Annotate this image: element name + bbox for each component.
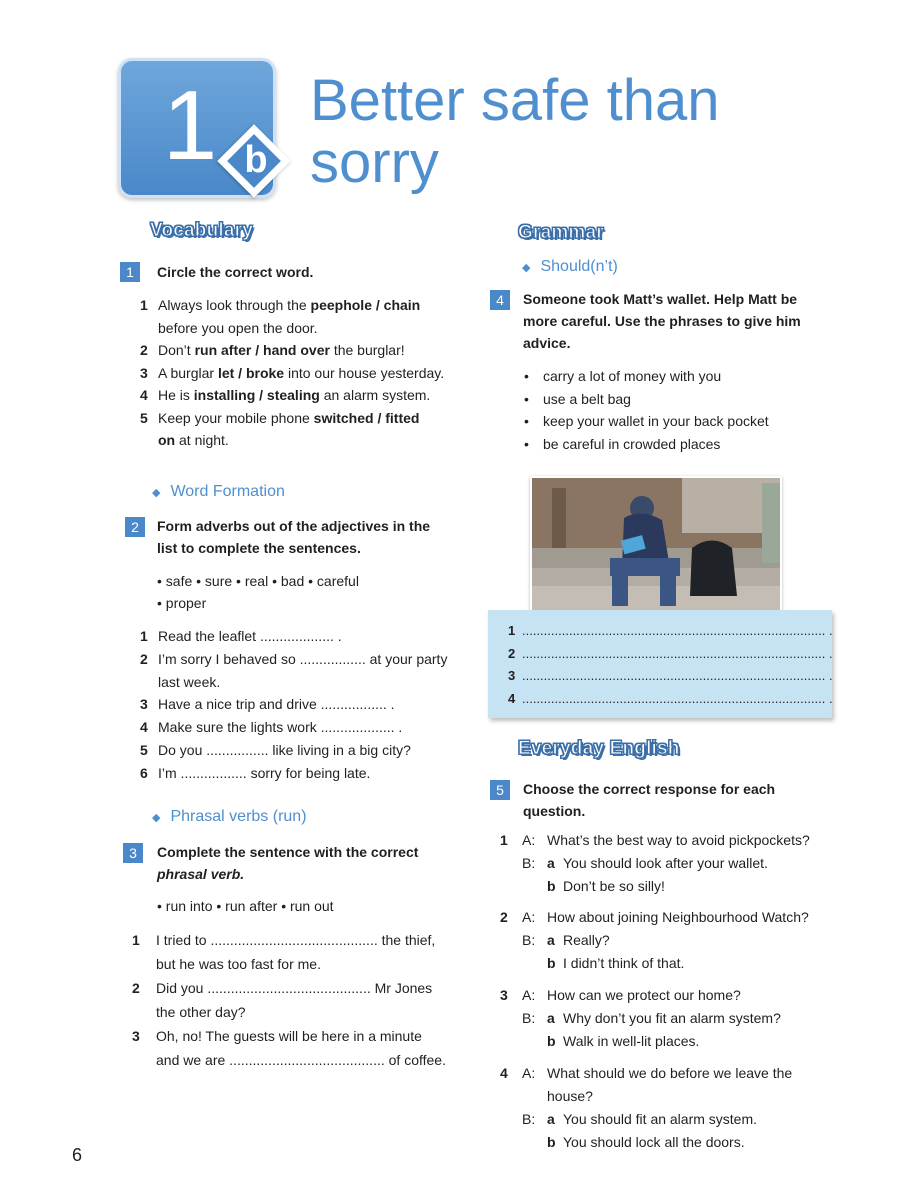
item-number: 2	[140, 650, 148, 667]
option-text: Walk in well-lit places.	[563, 1033, 700, 1049]
exercise-5-number: 5	[490, 780, 510, 800]
exercise-3-instruction	[157, 841, 418, 885]
item-number: 1	[140, 628, 148, 644]
item-number: 1	[140, 297, 148, 313]
item-text: Have a nice trip and drive ................. .	[158, 696, 395, 713]
answer-blank: .................................................................................... .	[522, 623, 833, 638]
phrasal-verbs-label: Phrasal verbs (run)	[170, 808, 307, 825]
option-letter: b	[547, 1033, 556, 1049]
item-number: 3	[500, 987, 508, 1003]
exercise-5-option-a	[522, 852, 768, 874]
question-text: How can we protect our home?	[547, 987, 741, 1003]
item-text: Keep your mobile phone	[158, 409, 314, 426]
page-number: 6	[72, 1145, 83, 1165]
exercise-5-option-a	[522, 1007, 781, 1029]
exercise-1-item	[140, 294, 420, 316]
exercise-4-bullet	[524, 388, 631, 410]
exercise-2-item	[140, 762, 370, 784]
option-letter: a	[547, 1010, 555, 1026]
item-text: Did you .......................................... Mr Jones	[156, 980, 433, 996]
item-number: 1	[132, 932, 140, 948]
bullet-icon: •	[524, 413, 529, 429]
exercise-5-option-a	[522, 929, 610, 951]
exercise-5-option-b	[547, 952, 684, 974]
item-text: the other day?	[156, 1004, 246, 1020]
exercise-2-instruction-line1: Form adverbs out of the adjectives in the	[157, 518, 431, 534]
exercise-5-option-a	[522, 1108, 757, 1130]
item-text: before you open the door.	[158, 319, 318, 336]
item-text: and we are ........................................ of coffee.	[156, 1052, 446, 1068]
exercise-2-number: 2	[125, 517, 145, 537]
exercise-2-item	[140, 671, 220, 693]
item-number: 4	[140, 387, 148, 403]
exercise-5-question	[500, 829, 810, 851]
exercise-1-item	[140, 429, 229, 451]
answer-blank: .................................................................................... .	[522, 645, 833, 661]
diamond-icon: ◆	[152, 812, 161, 824]
item-number: 3	[140, 696, 148, 713]
exercise-5-question	[500, 1062, 792, 1084]
diamond-icon: ◆	[152, 487, 161, 499]
exercise-4-bullet	[524, 410, 769, 432]
item-choice: switched / fitted	[313, 409, 420, 426]
bullet-text: be careful in crowded places	[543, 435, 721, 452]
exercise-3-number: 3	[123, 843, 143, 863]
exercise-5-instruction-line2: question.	[523, 803, 586, 819]
speaker-label: B:	[522, 855, 536, 871]
bullet-icon: •	[524, 368, 529, 384]
speaker-label: A:	[522, 909, 536, 925]
exercise-5-option-b	[547, 1030, 699, 1052]
item-number: 4	[140, 719, 148, 736]
answer-blank: .................................................................................... .	[522, 668, 833, 683]
exercise-2-words-line2: • proper	[157, 595, 207, 611]
speaker-label: B:	[522, 932, 536, 948]
item-text: into our house yesterday.	[284, 364, 445, 381]
should-label: Should(n’t)	[540, 258, 618, 275]
item-number: 2	[140, 342, 148, 358]
item-text: I tried to ........................................... the thief,	[156, 932, 436, 948]
phrasal-verbs-heading	[152, 808, 307, 826]
exercise-2-instruction-line2: list to complete the sentences.	[157, 540, 361, 556]
exercise-4-answer-line	[508, 665, 833, 687]
exercise-4-instruction-line1: Someone took Matt’s wallet. Help Matt be	[523, 291, 798, 307]
exercise-4-answer-line	[508, 688, 833, 710]
item-number: 4	[500, 1065, 508, 1081]
option-text: Why don’t you fit an alarm system?	[563, 1010, 781, 1026]
exercise-1-item	[140, 339, 405, 361]
item-text: Make sure the lights work ................... .	[158, 719, 403, 736]
exercise-1-item	[140, 407, 419, 429]
item-number: 3	[508, 668, 516, 683]
option-letter: b	[547, 955, 556, 971]
exercise-4-instruction-line2: more careful. Use the phrases to give him	[523, 313, 801, 329]
item-text: Always look through the	[158, 297, 311, 313]
exercise-3-instruction-line2: phrasal verb.	[157, 866, 245, 882]
exercise-1-number: 1	[120, 262, 140, 282]
exercise-1-item	[140, 362, 444, 384]
item-text: the burglar!	[329, 342, 405, 358]
item-choice: installing / stealing	[193, 387, 320, 403]
exercise-4-instruction-line3: advice.	[523, 335, 571, 351]
exercise-1-instruction: Circle the correct word.	[157, 264, 314, 280]
item-text: Do you ................ like living in a big city?	[158, 742, 411, 758]
exercise-2-item	[140, 716, 402, 738]
exercise-4-bullet	[524, 365, 721, 387]
item-text: last week.	[158, 673, 221, 690]
option-text: You should look after your wallet.	[563, 855, 768, 871]
photo-illustration	[532, 478, 780, 612]
answer-blank: .................................................................................... .	[522, 690, 833, 706]
exercise-2-item	[140, 739, 411, 761]
option-letter: a	[547, 932, 555, 948]
bullet-icon: •	[524, 435, 529, 452]
exercise-5-question-cont: house?	[547, 1088, 593, 1104]
item-number: 2	[500, 909, 508, 925]
exercise-3-item	[132, 953, 321, 975]
option-letter: a	[547, 855, 555, 871]
exercise-2-instruction	[157, 515, 430, 559]
exercise-4-number: 4	[490, 290, 510, 310]
exercise-5-question	[500, 906, 809, 928]
unit-letter: b	[244, 139, 268, 181]
item-text: I’m ................. sorry for being late.	[158, 764, 371, 781]
exercise-3-item	[132, 929, 435, 951]
grammar-heading: Grammar	[518, 222, 604, 243]
item-choice: peephole / chain	[310, 297, 421, 313]
everyday-english-heading: Everyday English	[518, 738, 680, 759]
word-formation-heading	[152, 483, 285, 501]
bullet-text: use a belt bag	[543, 390, 631, 407]
exercise-5-option-b	[547, 1131, 745, 1153]
item-text: He is	[158, 387, 194, 403]
bullet-text: keep your wallet in your back pocket	[543, 413, 769, 429]
item-number: 2	[132, 980, 140, 996]
exercise-2-item	[140, 693, 395, 715]
exercise-1-item	[140, 317, 318, 339]
option-text: You should lock all the doors.	[563, 1134, 745, 1150]
word-formation-label: Word Formation	[170, 483, 285, 500]
exercise-3-item	[132, 977, 432, 999]
exercise-5-instruction	[523, 778, 775, 822]
question-text: How about joining Neighbourhood Watch?	[547, 909, 809, 925]
bullet-icon: •	[524, 390, 529, 407]
item-text: but he was too fast for me.	[156, 956, 321, 972]
item-number: 3	[140, 364, 148, 381]
item-number: 5	[140, 742, 148, 758]
exercise-2-item	[140, 648, 447, 670]
item-text: an alarm system.	[319, 387, 431, 403]
item-number: 6	[140, 764, 148, 781]
exercise-5-instruction-line1: Choose the correct response for each	[523, 781, 776, 797]
option-text: I didn’t think of that.	[563, 955, 685, 971]
photo-sad-boy	[530, 476, 782, 614]
diamond-icon: ◆	[522, 262, 531, 274]
item-text: Read the leaflet ................... .	[158, 628, 342, 644]
item-text: I’m sorry I behaved so ................. at your party	[158, 650, 448, 667]
exercise-4-answer-line	[508, 620, 833, 642]
should-heading	[522, 258, 618, 276]
exercise-2-words-line1: • safe • sure • real • bad • careful	[157, 573, 359, 589]
item-number: 2	[508, 645, 516, 661]
item-choice: run after / hand over	[194, 342, 330, 358]
speaker-label: A:	[522, 987, 536, 1003]
unit-number: 1	[162, 70, 218, 180]
item-choice: let / broke	[217, 364, 285, 381]
exercise-4-bullet	[524, 433, 720, 455]
exercise-3-item	[132, 1049, 446, 1071]
item-number: 5	[140, 409, 148, 426]
vocabulary-heading: Vocabulary	[150, 220, 254, 241]
item-number: 1	[508, 623, 516, 638]
item-text: A burglar	[158, 364, 218, 381]
exercise-2-item	[140, 625, 342, 647]
exercise-2-word-list	[157, 570, 359, 614]
item-text: Oh, no! The guests will be here in a minute	[156, 1028, 422, 1044]
question-text: What should we do before we leave the	[547, 1065, 793, 1081]
option-text: Don’t be so silly!	[563, 878, 665, 894]
exercise-5-question	[500, 984, 741, 1006]
item-number: 4	[508, 690, 516, 706]
exercise-3-word-list: • run into • run after • run out	[157, 898, 334, 914]
speaker-label: B:	[522, 1111, 536, 1127]
item-choice: on	[158, 432, 176, 448]
title-line2: sorry	[310, 130, 439, 195]
exercise-1-item	[140, 384, 430, 406]
exercise-3-instruction-line1: Complete the sentence with the correct	[157, 844, 419, 860]
exercise-5-option-b	[547, 875, 665, 897]
exercise-4-answer-line	[508, 643, 833, 665]
speaker-label: A:	[522, 1065, 536, 1081]
item-text: Don’t	[158, 342, 195, 358]
exercise-3-item	[132, 1025, 422, 1047]
option-letter: b	[547, 878, 556, 894]
option-letter: b	[547, 1134, 556, 1150]
item-text: at night.	[175, 432, 229, 448]
exercise-3-item	[132, 1001, 246, 1023]
item-number: 3	[132, 1028, 140, 1044]
item-number: 1	[500, 832, 508, 848]
option-text: You should fit an alarm system.	[563, 1111, 758, 1127]
speaker-label: B:	[522, 1010, 536, 1026]
bullet-text: carry a lot of money with you	[543, 368, 722, 384]
exercise-4-instruction	[523, 288, 801, 354]
title-line1: Better safe than	[310, 68, 720, 133]
page-title	[310, 70, 719, 194]
speaker-label: A:	[522, 832, 536, 848]
question-text: What’s the best way to avoid pickpockets?	[547, 832, 810, 848]
option-letter: a	[547, 1111, 555, 1127]
option-text: Really?	[563, 932, 610, 948]
